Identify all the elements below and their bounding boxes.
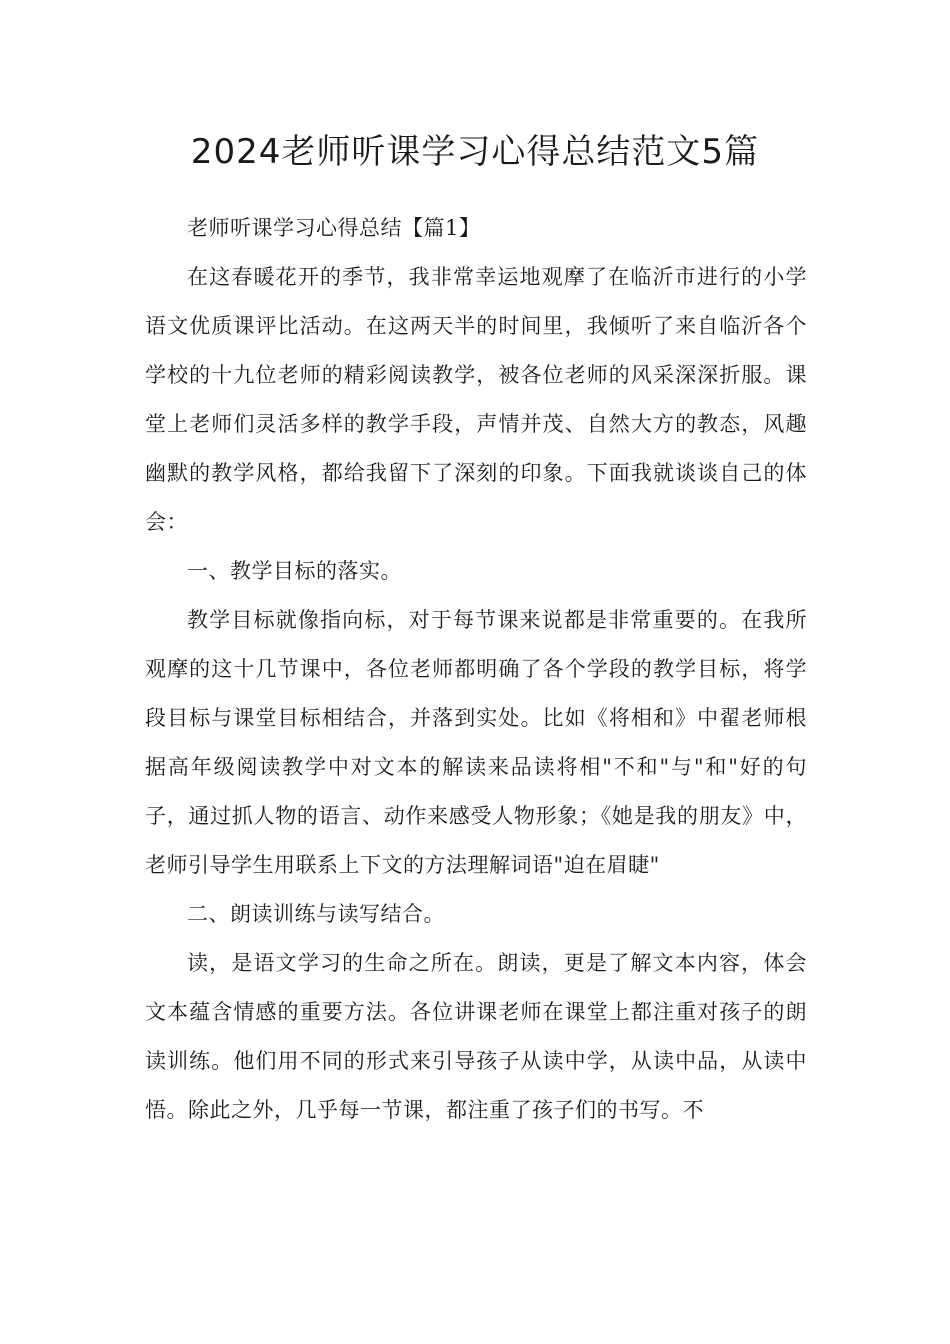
paragraph-reading: 读，是语文学习的生命之所在。朗读，更是了解文本内容，体会文本蕴含情感的重要方法。各位讲课老师在课堂上都注重对孩子的朗读训练。他们用不同的形式来引导孩子从读中学，从读中品，从读中悟。除此之外，几乎每一节课，都注重了孩子们的书写。不 <box>145 951 807 1122</box>
paragraph-goals: 教学目标就像指向标，对于每节课来说都是非常重要的。在我所观摩的这十几节课中，各位老师都明确了各个学段的教学目标，将学段目标与课堂目标相结合，并落到实处。比如《将相和》中翟老师根据高年级阅读教学中对文本的解读来品读将相"不和"与"和"好的句子，通过抓人物的语言、动作来感受人物形象；《她是我的朋友》中，老师引导学生用联系上下文的方法理解词语"迫在眉睫" <box>145 608 807 877</box>
document-body <box>145 204 807 1135</box>
section-heading-1: 老师听课学习心得总结【篇1】 <box>187 216 481 240</box>
section-heading-goals: 一、教学目标的落实。 <box>187 559 402 583</box>
paragraph-intro: 在这春暖花开的季节，我非常幸运地观摩了在临沂市进行的小学语文优质课评比活动。在这两天半的时间里，我倾听了来自临沂各个学校的十九位老师的精彩阅读教学，被各位老师的风采深深折服。课堂上老师们灵活多样的教学手段，声情并茂、自然大方的教态，风趣幽默的教学风格，都给我留下了深刻的印象。下面我就谈谈自己的体会： <box>145 265 807 534</box>
document-title: 2024老师听课学习心得总结范文5篇 <box>190 132 760 172</box>
section-heading-reading: 二、朗读训练与读写结合。 <box>187 902 445 926</box>
